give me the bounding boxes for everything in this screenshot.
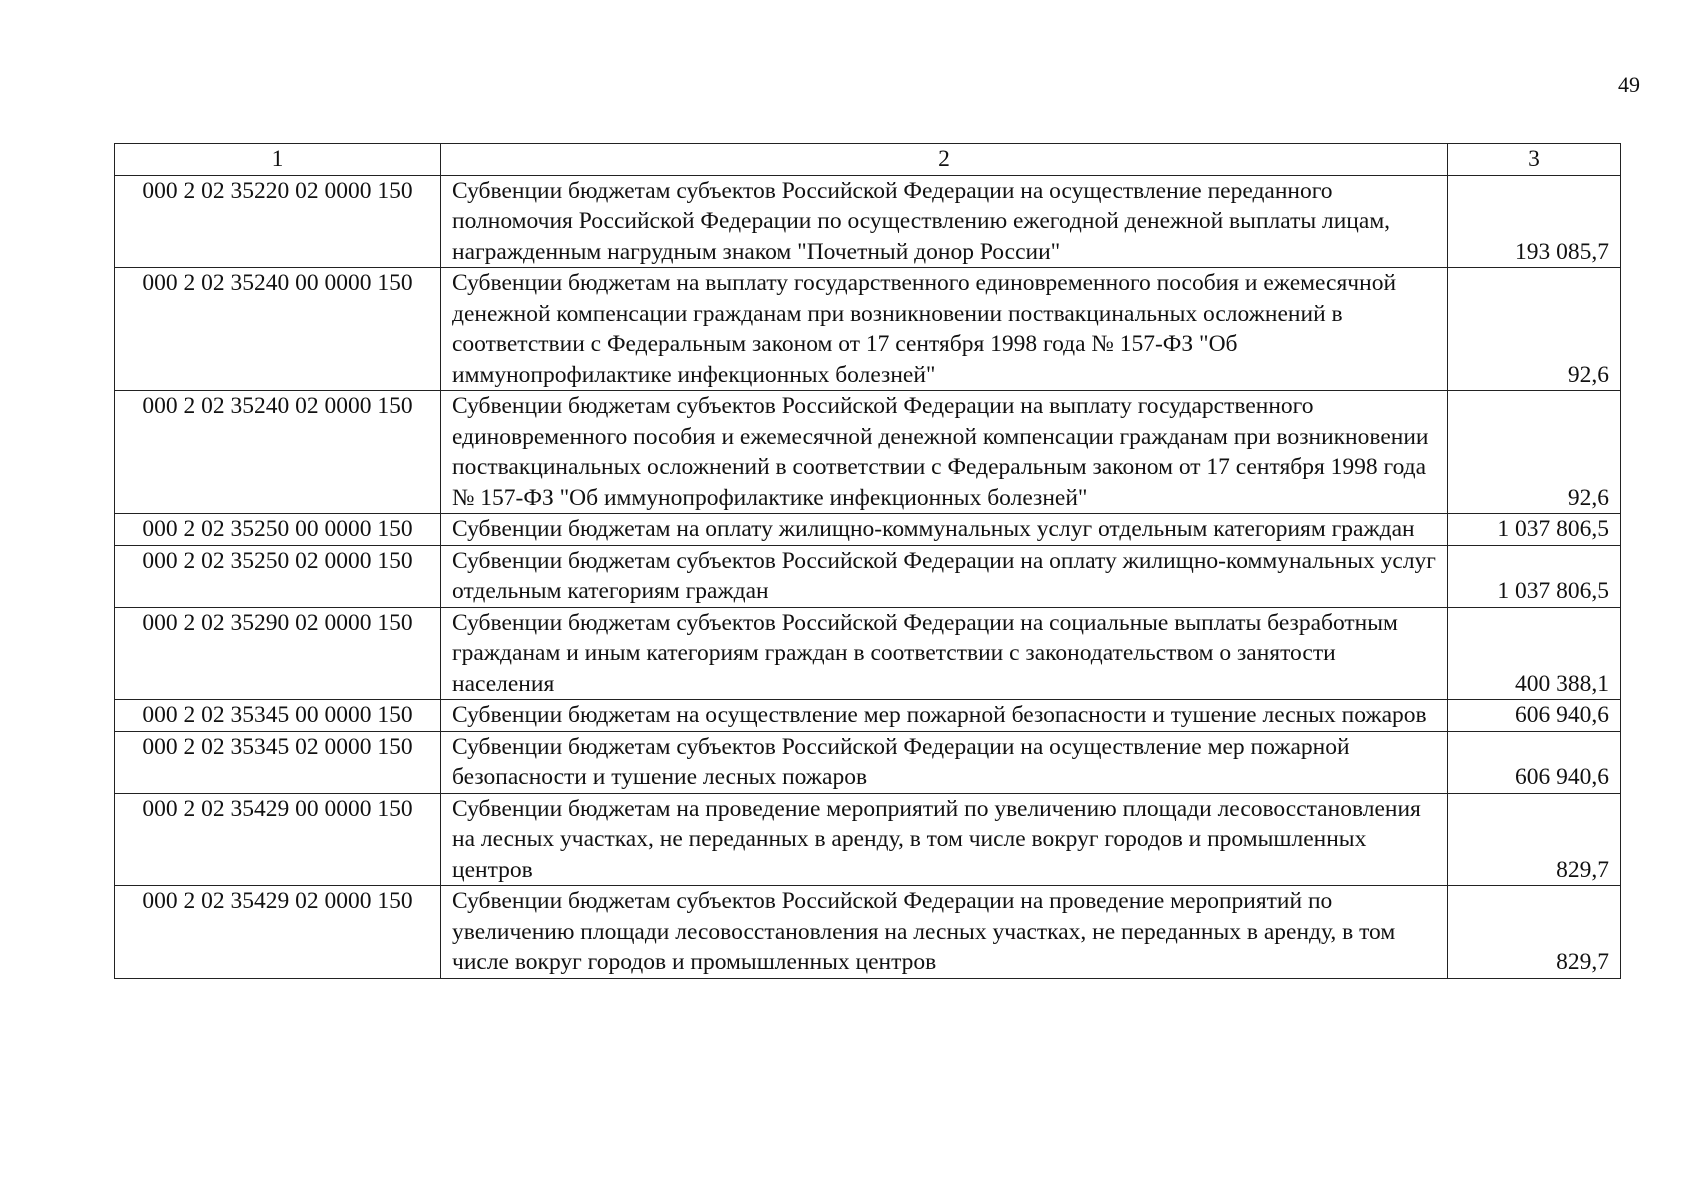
row-amount: 1 037 806,5 (1448, 545, 1621, 607)
row-code: 000 2 02 35290 02 0000 150 (115, 607, 441, 700)
row-name: Субвенции бюджетам субъектов Российской Федерации на проведение мероприятий по увеличению площади лесовосстановления на лесных участках, не переданных в аренду, в том числе вокруг городов и промышленных центров (441, 886, 1448, 979)
row-code: 000 2 02 35345 02 0000 150 (115, 731, 441, 793)
row-name: Субвенции бюджетам субъектов Российской Федерации на социальные выплаты безработным гражданам и иным категориям граждан в соответствии с законодательством о занятости населения (441, 607, 1448, 700)
row-name: Субвенции бюджетам субъектов Российской Федерации на осуществление переданного полномочия Российской Федерации по осуществлению ежегодной денежной выплаты лицам, награжденным нагрудным знаком "Почетный донор России" (441, 175, 1448, 268)
column-header-name: 2 (441, 144, 1448, 176)
column-header-code: 1 (115, 144, 441, 176)
row-name: Субвенции бюджетам на проведение мероприятий по увеличению площади лесовосстановления на лесных участках, не переданных в аренду, в том числе вокруг городов и промышленных центров (441, 793, 1448, 886)
row-amount: 400 388,1 (1448, 607, 1621, 700)
row-code: 000 2 02 35345 00 0000 150 (115, 700, 441, 732)
table-row (115, 886, 1621, 979)
table-row (115, 175, 1621, 268)
row-code: 000 2 02 35429 02 0000 150 (115, 886, 441, 979)
row-amount: 829,7 (1448, 886, 1621, 979)
row-amount: 829,7 (1448, 793, 1621, 886)
row-name: Субвенции бюджетам субъектов Российской Федерации на оплату жилищно-коммунальных услуг отдельным категориям граждан (441, 545, 1448, 607)
row-name: Субвенции бюджетам на выплату государственного единовременного пособия и ежемесячной денежной компенсации гражданам при возникновении поствакцинальных осложнений в соответствии с Федеральным законом от 17 сентября 1998 года № 157-ФЗ "Об иммунопрофилактике инфекционных болезней" (441, 268, 1448, 391)
row-code: 000 2 02 35240 00 0000 150 (115, 268, 441, 391)
row-name: Субвенции бюджетам на оплату жилищно-коммунальных услуг отдельным категориям граждан (441, 514, 1448, 546)
table-row (115, 700, 1621, 732)
table-body (115, 175, 1621, 978)
table-row (115, 268, 1621, 391)
table-header (115, 144, 1621, 176)
row-amount: 92,6 (1448, 391, 1621, 514)
table-row (115, 793, 1621, 886)
row-name: Субвенции бюджетам субъектов Российской Федерации на осуществление мер пожарной безопасности и тушение лесных пожаров (441, 731, 1448, 793)
row-amount: 606 940,6 (1448, 731, 1621, 793)
table-row (115, 514, 1621, 546)
row-code: 000 2 02 35220 02 0000 150 (115, 175, 441, 268)
row-code: 000 2 02 35429 00 0000 150 (115, 793, 441, 886)
table-row (115, 391, 1621, 514)
column-header-amount: 3 (1448, 144, 1621, 176)
row-amount: 1 037 806,5 (1448, 514, 1621, 546)
table-row (115, 607, 1621, 700)
table-row (115, 731, 1621, 793)
row-name: Субвенции бюджетам на осуществление мер пожарной безопасности и тушение лесных пожаров (441, 700, 1448, 732)
budget-table (114, 143, 1621, 979)
row-amount: 193 085,7 (1448, 175, 1621, 268)
row-code: 000 2 02 35240 02 0000 150 (115, 391, 441, 514)
row-amount: 606 940,6 (1448, 700, 1621, 732)
page-number: 49 (1618, 72, 1640, 97)
row-amount: 92,6 (1448, 268, 1621, 391)
row-code: 000 2 02 35250 02 0000 150 (115, 545, 441, 607)
table-row (115, 545, 1621, 607)
row-name: Субвенции бюджетам субъектов Российской Федерации на выплату государственного единовременного пособия и ежемесячной денежной компенсации гражданам при возникновении поствакцинальных осложнений в соответствии с Федеральным законом от 17 сентября 1998 года № 157-ФЗ "Об иммунопрофилактике инфекционных болезней" (441, 391, 1448, 514)
row-code: 000 2 02 35250 00 0000 150 (115, 514, 441, 546)
header-row (115, 144, 1621, 176)
